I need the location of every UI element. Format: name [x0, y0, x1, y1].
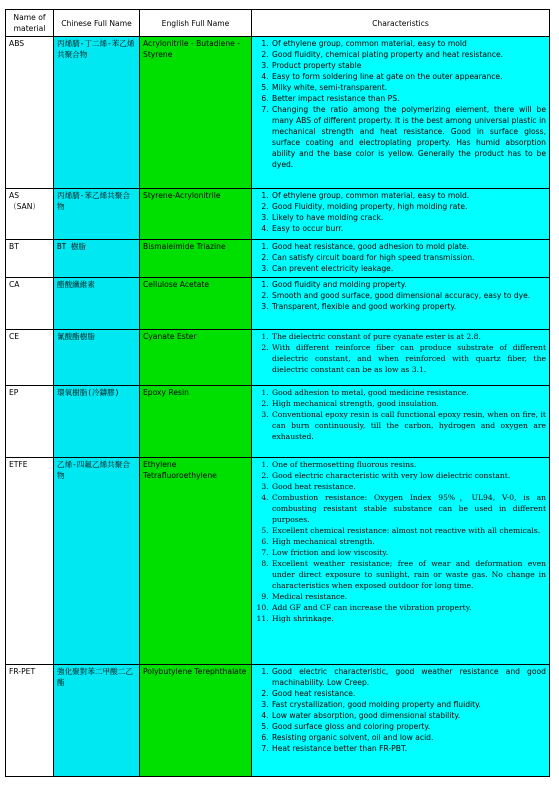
characteristics-cell [252, 330, 550, 386]
chinese-name: 強化聚對苯二甲酸二乙酯 [54, 665, 140, 777]
english-name: Cyanate Ester [140, 330, 252, 386]
material-name: ETFE [6, 458, 54, 665]
material-row [6, 189, 550, 240]
characteristic-item: 11. High shrinkage. [271, 613, 546, 624]
characteristic-item: 4. Easy to form soldering line at gate on the outer appearance. [271, 71, 546, 82]
characteristics-list [255, 190, 546, 234]
material-row [6, 665, 550, 777]
characteristic-item: 3. Can prevent electricity leakage. [271, 263, 546, 274]
header-name: Name of material [6, 10, 54, 37]
chinese-name: 丙烯腈-苯乙烯共聚合物 [54, 189, 140, 240]
material-row [6, 240, 550, 278]
characteristic-item: 2. Good electric characteristic with very low dielectric constant. [271, 470, 546, 481]
characteristics-cell [252, 665, 550, 777]
english-name: Cellulose Acetate [140, 278, 252, 330]
characteristic-item: 3. Fast crystallization, good molding property and fluidity. [271, 699, 546, 710]
english-name: Acrylonitrile - Butadiene - Styrene [140, 37, 252, 189]
characteristics-list [255, 387, 546, 442]
chinese-name: 醋酸纖維素 [54, 278, 140, 330]
characteristic-item: 2. Smooth and good surface, good dimensional accuracy, easy to dye. [271, 290, 546, 301]
characteristic-item: 1. Good fluidity and molding property. [271, 279, 546, 290]
characteristic-item: 7. Changing the ratio among the polymerizing element, there will be many ABS of different property. It is the best among universal plastic in mechanical strength and heat resistance. Good in surface gloss, surface coating and electroplating property. Has humid absorption ability and the base color is yellow. Generally the product has to be dyed. [271, 104, 546, 170]
characteristics-list [255, 331, 546, 375]
characteristics-list [255, 459, 546, 624]
characteristic-item: 1. Of ethylene group, common material, easy to mold. [271, 190, 546, 201]
characteristics-list [255, 666, 546, 754]
header-english: English Full Name [140, 10, 252, 37]
chinese-name: 環氧樹脂(冷鑄膠) [54, 386, 140, 458]
english-name: Polybutylene Terephthalate [140, 665, 252, 777]
characteristics-cell [252, 278, 550, 330]
characteristic-item: 3. Likely to have molding crack. [271, 212, 546, 223]
characteristic-item: 2. Can satisfy circuit board for high speed transmission. [271, 252, 546, 263]
chinese-name: BT 樹脂 [54, 240, 140, 278]
chinese-name: 丙烯腈-丁二烯-苯乙烯共聚合物 [54, 37, 140, 189]
material-row [6, 330, 550, 386]
characteristic-item: 1. Good adhesion to metal, good medicine resistance. [271, 387, 546, 398]
characteristic-item: 10. Add GF and CF can increase the vibration property. [271, 602, 546, 613]
english-name: Ethylene Tetrafluoroethylene [140, 458, 252, 665]
characteristic-item: 7. Heat resistance better than FR-PBT. [271, 743, 546, 754]
characteristic-item: 1. The dielectric constant of pure cyanate ester is at 2.8. [271, 331, 546, 342]
characteristic-item: 1. One of thermosetting fluorous resins. [271, 459, 546, 470]
characteristics-list [255, 38, 546, 170]
english-name: Bismaleimide Triazine [140, 240, 252, 278]
characteristics-cell [252, 458, 550, 665]
material-name: BT [6, 240, 54, 278]
characteristic-item: 6. Better impact resistance than PS. [271, 93, 546, 104]
material-name: AS （SAN） [6, 189, 54, 240]
material-name: CE [6, 330, 54, 386]
characteristics-cell [252, 37, 550, 189]
characteristic-item: 4. Low water absorption, good dimensional stability. [271, 710, 546, 721]
characteristic-item: 3. Conventional epoxy resin is call functional epoxy resin, when on fire, it can burn continuously, till the carbon, hydrogen and oxygen are exhausted. [271, 409, 546, 442]
characteristic-item: 2. High mechanical strength, good insulation. [271, 398, 546, 409]
characteristic-item: 2. With different reinforce fiber can produce substrate of different dielectric constant, and when reinforced with quartz fiber, the dielectric constant can be as low as 3.1. [271, 342, 546, 375]
characteristic-item: 3. Good heat resistance. [271, 481, 546, 492]
material-row [6, 278, 550, 330]
characteristics-cell [252, 386, 550, 458]
material-row [6, 458, 550, 665]
characteristic-item: 4. Combustion resistance: Oxygen Index 95%，UL94, V-0, is an combusting resistant stable substance can be used in different purposes. [271, 492, 546, 525]
material-name: FR-PET [6, 665, 54, 777]
characteristics-list [255, 241, 546, 274]
characteristic-item: 2. Good fluidity, chemical plating property and heat resistance. [271, 49, 546, 60]
characteristic-item: 1. Good heat resistance, good adhesion to mold plate. [271, 241, 546, 252]
characteristic-item: 8. Excellent weather resistance; free of wear and deformation even under direct exposure to sunlight, rain or waste gas. No change in characteristics when exposed outdoor for long time. [271, 558, 546, 591]
material-name: ABS [6, 37, 54, 189]
material-row [6, 37, 550, 189]
characteristic-item: 2. Good heat resistance. [271, 688, 546, 699]
material-row [6, 386, 550, 458]
characteristics-list [255, 279, 546, 312]
characteristic-item: 2. Good Fluidity, molding property, high molding rate. [271, 201, 546, 212]
characteristics-cell [252, 240, 550, 278]
characteristic-item: 5. Milky white, semi-transparent. [271, 82, 546, 93]
characteristic-item: 5. Good surface gloss and coloring property. [271, 721, 546, 732]
materials-table [5, 9, 550, 777]
characteristic-item: 9. Medical resistance. [271, 591, 546, 602]
header-characteristics: Characteristics [252, 10, 550, 37]
characteristic-item: 4. Easy to occur burr. [271, 223, 546, 234]
characteristic-item: 5. Excellent chemical resistance: almost not reactive with all chemicals. [271, 525, 546, 536]
characteristic-item: 1. Good electric characteristic, good weather resistance and good machinability. Low Creep. [271, 666, 546, 688]
header-chinese: Chinese Full Name [54, 10, 140, 37]
chinese-name: 乙烯-四氟乙烯共聚合物 [54, 458, 140, 665]
characteristic-item: 6. High mechanical strength. [271, 536, 546, 547]
characteristic-item: 7. Low friction and low viscosity. [271, 547, 546, 558]
english-name: Styrene-Acrylonitrile [140, 189, 252, 240]
characteristic-item: 3. Transparent, flexible and good working property. [271, 301, 546, 312]
material-name: EP [6, 386, 54, 458]
english-name: Epoxy Resin [140, 386, 252, 458]
header-row [6, 10, 550, 37]
characteristic-item: 3. Product property stable [271, 60, 546, 71]
characteristic-item: 1. Of ethylene group, common material, easy to mold [271, 38, 546, 49]
chinese-name: 氰酸酯樹脂 [54, 330, 140, 386]
material-name: CA [6, 278, 54, 330]
characteristics-cell [252, 189, 550, 240]
characteristic-item: 6. Resisting organic solvent, oil and low acid. [271, 732, 546, 743]
